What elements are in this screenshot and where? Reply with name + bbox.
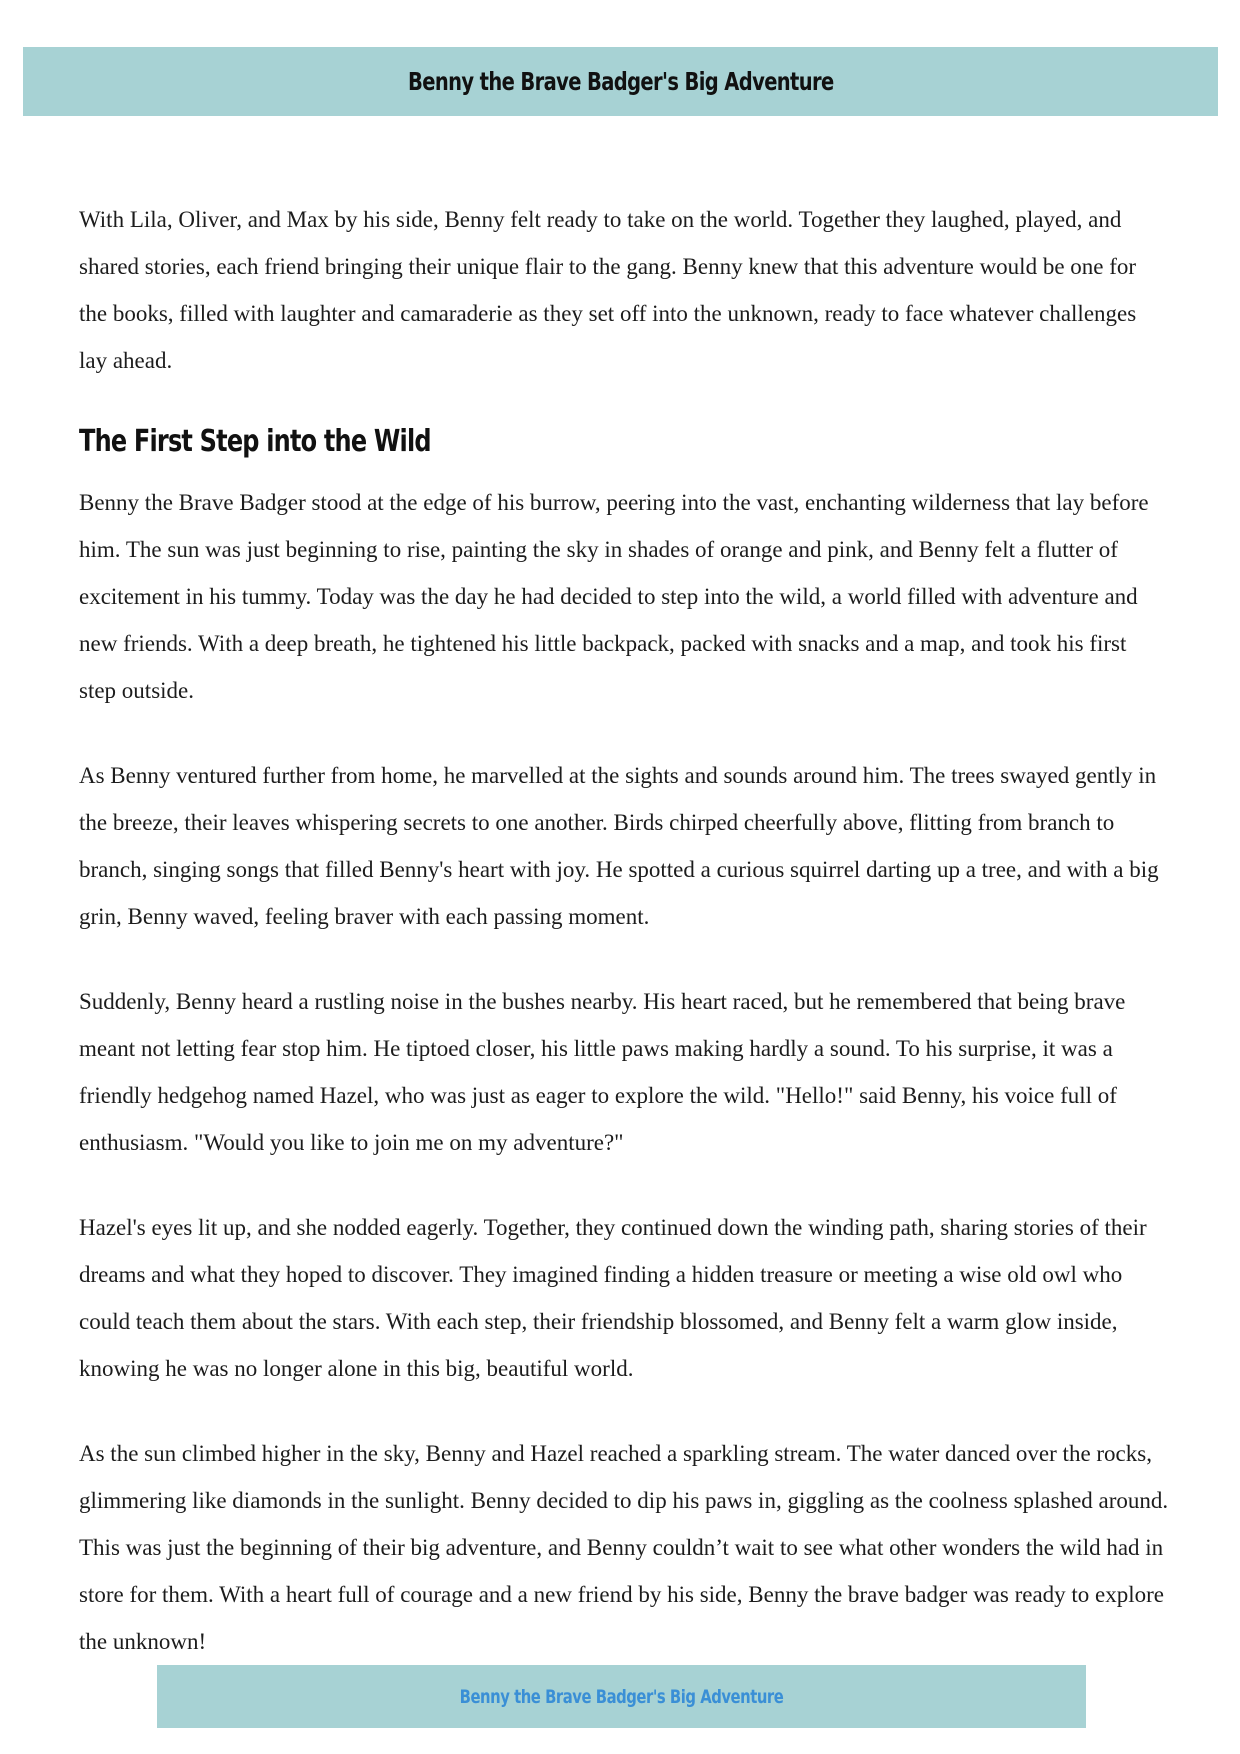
body-paragraph: As the sun climbed higher in the sky, Benny and Hazel reached a sparkling stream. The water danced over the rocks, glimmering like diamonds in the sunlight. Benny decided to dip his paws in, giggling as the coolness splashed around. This was just the beginning of their big adventure, and Benny couldn’t wait to see what other wonders the wild had in store for them. With a heart full of courage and a new friend by his side, Benny the brave badger was ready to explore the unknown! xyxy=(79,1441,1169,1654)
header-banner xyxy=(23,47,1218,116)
footer-banner xyxy=(157,1665,1086,1728)
intro-paragraph: With Lila, Oliver, and Max by his side, Benny felt ready to take on the world. Together they laughed, played, and shared stories, each friend bringing their unique flair to the gang. Benny knew that this adventure would be one for the books, filled with laughter and camaraderie as they set off into the unknown, ready to face whatever challenges lay ahead. xyxy=(79,207,1137,373)
body-paragraph: Hazel's eyes lit up, and she nodded eagerly. Together, they continued down the winding path, sharing stories of their dreams and what they hoped to discover. They imagined finding a hidden treasure or meeting a wise old owl who could teach them about the stars. With each step, their friendship blossomed, and Benny felt a warm glow inside, knowing he was no longer alone in this big, beautiful world. xyxy=(79,1215,1147,1381)
section-heading: The First Step into the Wild xyxy=(79,424,431,459)
document-body xyxy=(79,196,1169,1665)
body-paragraph: Benny the Brave Badger stood at the edge of his burrow, peering into the vast, enchanting wilderness that lay before him. The sun was just beginning to rise, painting the sky in shades of orange and pink, and Benny felt a flutter of excitement in his tummy. Today was the day he had decided to step into the wild, a world filled with adventure and new friends. With a deep breath, he tightened his little backpack, packed with snacks and a map, and took his first step outside. xyxy=(79,490,1149,703)
page-title: Benny the Brave Badger's Big Adventure xyxy=(407,67,834,96)
footer-title: Benny the Brave Badger's Big Adventure xyxy=(459,1685,784,1708)
body-paragraph: As Benny ventured further from home, he marvelled at the sights and sounds around him. The trees swayed gently in the breeze, their leaves whispering secrets to one another. Birds chirped cheerfully above, flitting from branch to branch, singing songs that filled Benny's heart with joy. He spotted a curious squirrel darting up a tree, and with a big grin, Benny waved, feeling braver with each passing moment. xyxy=(79,763,1159,929)
body-paragraph: Suddenly, Benny heard a rustling noise in the bushes nearby. His heart raced, but he remembered that being brave meant not letting fear stop him. He tiptoed closer, his little paws making hardly a sound. To his surprise, it was a friendly hedgehog named Hazel, who was just as eager to explore the wild. "Hello!" said Benny, his voice full of enthusiasm. "Would you like to join me on my adventure?" xyxy=(79,989,1126,1155)
